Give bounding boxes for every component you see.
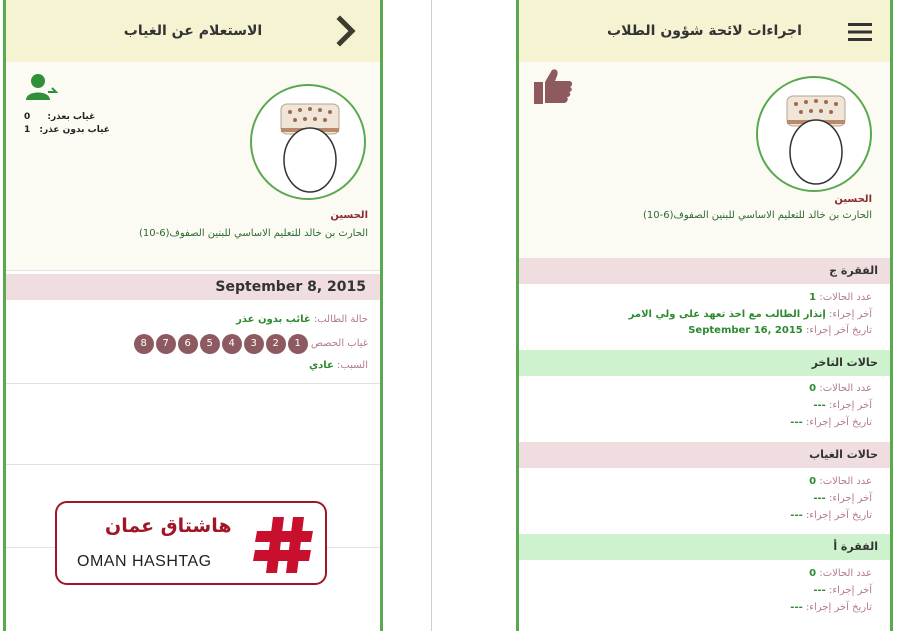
school-name: الحارث بن خالد للتعليم الاساسي للبنين الصفوف(6-10) — [138, 228, 368, 239]
chevron-right-icon[interactable] — [332, 14, 360, 48]
period-bubble[interactable]: 3 — [244, 334, 264, 354]
last-action-date: تاريخ آخر إجراء: September 16, 2015 — [688, 325, 872, 336]
last-action: آخر إجراء: --- — [813, 493, 872, 504]
periods-row: غياب الحصص 12345678 — [132, 334, 368, 354]
section-header: الفقرة ج — [519, 258, 890, 284]
period-bubbles — [132, 338, 308, 349]
period-bubble[interactable]: 2 — [266, 334, 286, 354]
divider — [6, 383, 380, 384]
header-bar — [519, 0, 890, 62]
watermark-english-text: OMAN HASHTAG — [77, 553, 212, 570]
thumbs-up-icon — [532, 66, 574, 106]
student-name: الحسين — [834, 194, 872, 205]
period-bubble[interactable]: 7 — [156, 334, 176, 354]
hashtag-icon — [253, 515, 315, 575]
header-bar — [6, 0, 380, 62]
period-bubble[interactable]: 8 — [134, 334, 154, 354]
last-action: آخر إجراء: إنذار الطالب مع اخذ تعهد على ولي الامر — [628, 309, 872, 320]
last-action-date: تاريخ آخر إجراء: --- — [790, 602, 872, 613]
absence-date: September 8, 2015 — [6, 274, 380, 300]
unexcused-absence-row: غياب بدون عذر: 1 — [24, 125, 110, 135]
period-bubble[interactable]: 4 — [222, 334, 242, 354]
excused-absence-row: غياب بعذر: 0 — [24, 112, 96, 122]
student-status-row: حالة الطالب: غائب بدون عذر — [236, 314, 368, 325]
user-icon — [24, 70, 58, 104]
oman-hashtag-watermark — [55, 501, 327, 585]
screen-title: اجراءات لائحة شؤون الطلاب — [607, 23, 802, 39]
screen-title: الاستعلام عن الغياب — [123, 23, 263, 39]
reason-row: السبب: عادي — [308, 360, 368, 371]
student-affairs-screen — [516, 0, 893, 631]
section-header: حالات التاخر — [519, 350, 890, 376]
case-count: عدد الحالات: 0 — [809, 476, 872, 487]
divider — [6, 464, 380, 465]
period-bubble[interactable]: 1 — [288, 334, 308, 354]
section-header: الفقرة أ — [519, 534, 890, 560]
last-action: آخر إجراء: --- — [813, 400, 872, 411]
period-bubble[interactable]: 5 — [200, 334, 220, 354]
section-header: حالات الغياب — [519, 442, 890, 468]
case-count: عدد الحالات: 0 — [809, 568, 872, 579]
student-avatar — [250, 84, 366, 200]
period-bubble[interactable]: 6 — [178, 334, 198, 354]
last-action-date: تاريخ آخر إجراء: --- — [790, 510, 872, 521]
student-name: الحسين — [330, 210, 368, 221]
case-count: عدد الحالات: 0 — [809, 383, 872, 394]
case-count: عدد الحالات: 1 — [809, 292, 872, 303]
divider — [6, 270, 380, 271]
hamburger-menu-icon[interactable] — [846, 20, 874, 44]
school-name: الحارث بن خالد للتعليم الاساسي للبنين الصفوف(6-10) — [642, 210, 872, 221]
watermark-arabic-text: هاشتاق عمان — [105, 515, 232, 537]
student-profile — [519, 62, 890, 258]
page-divider — [431, 0, 432, 631]
student-avatar — [756, 76, 872, 192]
last-action: آخر إجراء: --- — [813, 585, 872, 596]
last-action-date: تاريخ آخر إجراء: --- — [790, 417, 872, 428]
student-profile — [6, 62, 380, 270]
